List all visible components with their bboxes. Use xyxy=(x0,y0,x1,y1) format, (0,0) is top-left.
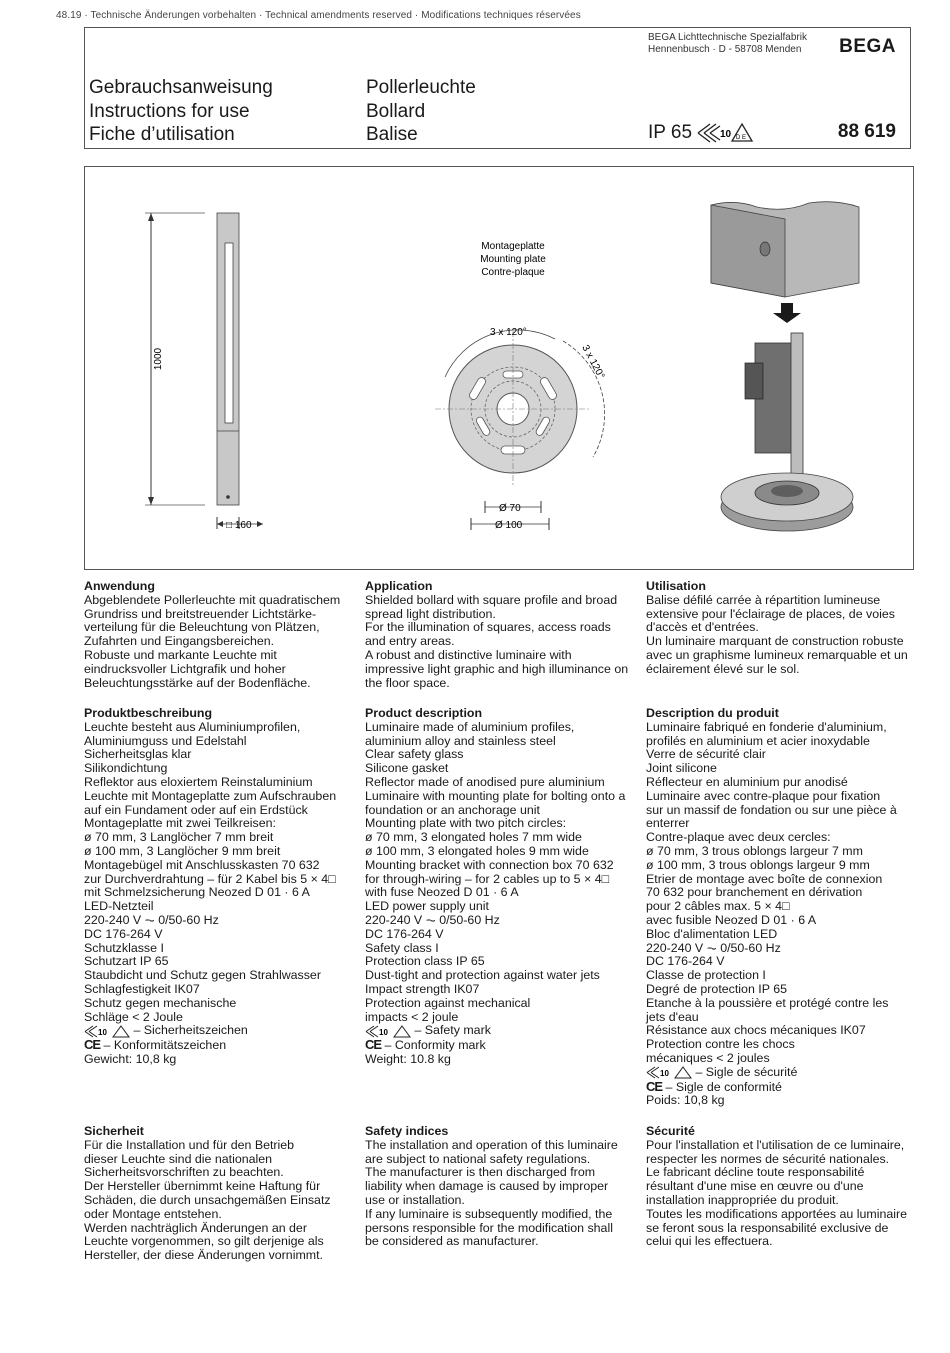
svg-text:D E: D E xyxy=(736,135,747,141)
safety-mark-line-fr xyxy=(646,1066,921,1080)
svg-text:10: 10 xyxy=(660,1068,669,1078)
text-application-fr: Balise défilé carrée à répartition lumineuse extensive pour l'éclairage de places, de voies d'accès et d'entrées. Un luminaire marquant de construction robuste avec un graphisme lumineux remarquable et un éclairement élevé sur le sol. xyxy=(646,592,908,676)
conformity-mark-text-fr: – Sigle de conformité xyxy=(665,1079,782,1094)
weight-de: Gewicht: 10,8 kg xyxy=(84,1051,177,1066)
width-dimension: □ 160 xyxy=(226,520,252,531)
section-safety-en xyxy=(365,1125,640,1249)
address-line-1: BEGA Lichttechnische Spezialfabrik xyxy=(648,32,807,43)
text-application-en: Shielded bollard with square profile and broad spread light distribution. For the illumination of squares, access roads and entry areas. A robust and distinctive luminaire with impressive light graphic and high illuminance on the floor space. xyxy=(365,592,629,690)
article-number: 88 619 xyxy=(837,121,896,142)
safety-mark-line-de xyxy=(84,1024,359,1038)
text-product-fr: Luminaire fabriqué en fonderie d'aluminium, profilés en aluminium et acier inoxydable Verre de sécurité clair Joint silicone Réflecteur en aluminium pur anodisé Luminaire avec contre-plaque pour fixation sur un massif de fondation ou sur une pièce à enterrer Contre-plaque avec deux cercles: ø 70 mm, 3 trous oblongs largeur 7 mm ø 100 mm, 3 trous oblongs largeur 9 mm Etrier de montage avec boîte de connexion 70 632 pour branchement en dérivation pour 2 câbles max. 5 × 4□ avec fusible Neozed D 01 · 6 A Bloc d'alimentation LED 220-240 V ⏦ 0/50-60 Hz DC 176-264 V Classe de protection I Degré de protection IP 65 Etanche à la poussière et protégé contre les jets d'eau Résistance aux chocs mécaniques IK07 Protection contre les chocs mécaniques < 2 joules xyxy=(646,719,897,1065)
protection-marks xyxy=(648,122,754,144)
conformity-mark-line-de xyxy=(84,1038,359,1053)
text-safety-fr: Pour l'installation et l'utilisation de ce luminaire, respecter les normes de sécurité nationales. Le fabricant décline toute responsabilité résultant d'une mise en œuvre ou d'une installation inappropriée du produit. Toutes les modifications apportées au luminaire se feront sous la responsabilité exclusive de celui qui les effectuera. xyxy=(646,1137,908,1249)
plate-label-en: Mounting plate xyxy=(480,254,546,265)
bollard-elevation xyxy=(145,213,263,531)
plate-label-fr: Contre-plaque xyxy=(481,267,545,278)
svg-text:10: 10 xyxy=(98,1027,107,1037)
section-product-fr xyxy=(646,707,921,1108)
angle-label-outer: 3 x 120° xyxy=(579,343,607,381)
drawing-canvas xyxy=(85,167,915,571)
height-dimension: 1000 xyxy=(153,347,164,371)
heading-product-fr: Description du produit xyxy=(646,706,779,720)
section-product-en xyxy=(365,707,640,1067)
conformity-mark-line-en xyxy=(365,1038,640,1053)
revision-line: 48.19 · Technische Änderungen vorbehalten · Technical amendments reserved · Modifications techniques réservées xyxy=(56,10,581,21)
ce-mark-icon: CE xyxy=(84,1037,101,1053)
enec-mark-icon xyxy=(365,1025,411,1038)
section-safety-de xyxy=(84,1125,359,1263)
product-en: Bollard xyxy=(366,100,426,122)
text-safety-en: The installation and operation of this luminaire are subject to national safety regulations. The manufacturer is then discharged from liability when damage is caused by improper use or installation. If any luminaire is subsequently modified, the persons responsible for the modification shall be considered as manufacturer. xyxy=(365,1137,618,1249)
heading-safety-fr: Sécurité xyxy=(646,1124,695,1138)
mounting-plate-drawing xyxy=(435,241,606,531)
section-product-de xyxy=(84,707,359,1067)
conformity-mark-text-en: – Conformity mark xyxy=(384,1038,486,1053)
heading-safety-de: Sicherheit xyxy=(84,1124,144,1138)
ce-mark-icon: CE xyxy=(646,1078,663,1094)
section-application-en xyxy=(365,580,640,690)
diameter-70-label: Ø 70 xyxy=(499,503,521,514)
weight-fr: Poids: 10,8 kg xyxy=(646,1093,725,1108)
plate-label-de: Montageplatte xyxy=(481,241,545,252)
conformity-mark-line-fr xyxy=(646,1080,921,1095)
title-de: Gebrauchsanweisung xyxy=(89,77,273,98)
text-application-de: Abgeblendete Pollerleuchte mit quadratischem Grundriss und breitstreuender Lichtstärke- verteilung für die Beleuchtung von Plätzen, Zufahrten und Eingangsbereichen. Robuste und markante Leuchte mit eindrucksvoller Lichtgrafik und hoher Beleuchtungsstärke auf der Bodenfläche. xyxy=(84,592,341,690)
weight-en: Weight: 10.8 kg xyxy=(365,1051,451,1066)
heading-application-fr: Utilisation xyxy=(646,579,706,593)
manufacturer-address xyxy=(648,32,807,56)
safety-mark-text-fr: – Sigle de sécurité xyxy=(695,1064,798,1079)
svg-text:10: 10 xyxy=(379,1027,388,1037)
product-fr: Balise xyxy=(366,124,418,145)
section-application-fr xyxy=(646,580,921,677)
product-names xyxy=(366,76,476,147)
text-product-en: Luminaire made of aluminium profiles, aluminium alloy and stainless steel Clear safety glass Silicone gasket Reflector made of anodised pure aluminium Luminaire with mounting plate for bolting onto a foundation or an anchorage unit Mounting plate with two pitch circles: ø 70 mm, 3 elongated holes 7 mm wide ø 100 mm, 3 elongated holes 9 mm wide Mounting bracket with connection box 70 632 for through-wiring – for 2 cables up to 5 × 4□ with fuse Neozed D 01 · 6 A LED power supply unit 220-240 V ⏦ 0/50-60 Hz DC 176-264 V Safety class I Protection class IP 65 Dust-tight and protection against water jets Impact strength IK07 Protection against mechanical impacts < 2 joule xyxy=(365,719,626,1024)
product-de: Pollerleuchte xyxy=(366,77,476,98)
heading-application-de: Anwendung xyxy=(84,579,155,593)
safety-mark-text-en: – Safety mark xyxy=(414,1023,491,1038)
ce-mark-icon: CE xyxy=(365,1037,382,1053)
enec-mark-icon xyxy=(84,1025,130,1038)
document-type-titles xyxy=(89,76,273,147)
address-line-2: Hennenbusch · D - 58708 Menden xyxy=(648,44,802,55)
svg-text:10: 10 xyxy=(720,129,732,140)
safety-mark-text-de: – Sicherheitszeichen xyxy=(133,1023,248,1038)
heading-application-en: Application xyxy=(365,579,433,593)
angle-label-inner: 3 x 120° xyxy=(490,327,527,338)
heading-product-en: Product description xyxy=(365,706,483,720)
enec-mark-icon xyxy=(646,1066,692,1079)
conformity-mark-text-de: – Konformitätszeichen xyxy=(103,1038,227,1053)
section-application-de xyxy=(84,580,359,690)
text-product-de: Leuchte besteht aus Aluminiumprofilen, Aluminiumguss und Edelstahl Sicherheitsglas klar Silikondichtung Reflektor aus eloxiertem Reinstaluminium Leuchte mit Montageplatte zum Aufschrauben auf ein Fundament oder auf ein Erdstück Montageplatte mit zwei Teilkreisen: ø 70 mm, 3 Langlöcher 7 mm breit ø 100 mm, 3 Langlöcher 9 mm breit Montagebügel mit Anschlusskasten 70 632 zur Durchverdrahtung – für 2 Kabel bis 5 × 4□ mit Schmelzsicherung Neozed D 01 · 6 A LED-Netzteil 220-240 V ⏦ 0/50-60 Hz DC 176-264 V Schutzklasse I Schutzart IP 65 Staubdicht und Schutz gegen Strahlwasser Schlagfestigkeit IK07 Schutz gegen mechanische Schläge < 2 Joule xyxy=(84,719,337,1024)
document-header xyxy=(84,27,911,149)
installation-illustration xyxy=(711,202,859,531)
text-safety-de: Für die Installation und für den Betrieb dieser Leuchte sind die nationalen Sicherheitsvorschriften zu beachten. Der Hersteller übernimmt keine Haftung für Schäden, die durch unsachgemäßen Einsatz oder Montage entstehen. Werden nachträglich Änderungen an der Leuchte vorgenommen, so gilt derjenige als Hersteller, der diese Änderungen vornimmt. xyxy=(84,1137,331,1263)
brand-logo: BEGA xyxy=(839,36,896,57)
technical-drawing xyxy=(84,166,914,570)
heading-safety-en: Safety indices xyxy=(365,1124,449,1138)
safety-mark-line-en xyxy=(365,1024,640,1038)
ip-rating: IP 65 xyxy=(648,122,693,143)
enec-safety-mark-icon xyxy=(696,122,754,144)
diameter-100-label: Ø 100 xyxy=(495,520,523,531)
title-fr: Fiche d’utilisation xyxy=(89,124,235,145)
down-arrow-icon xyxy=(773,303,801,323)
section-safety-fr xyxy=(646,1125,921,1249)
heading-product-de: Produktbeschreibung xyxy=(84,706,213,720)
title-en: Instructions for use xyxy=(89,100,250,122)
